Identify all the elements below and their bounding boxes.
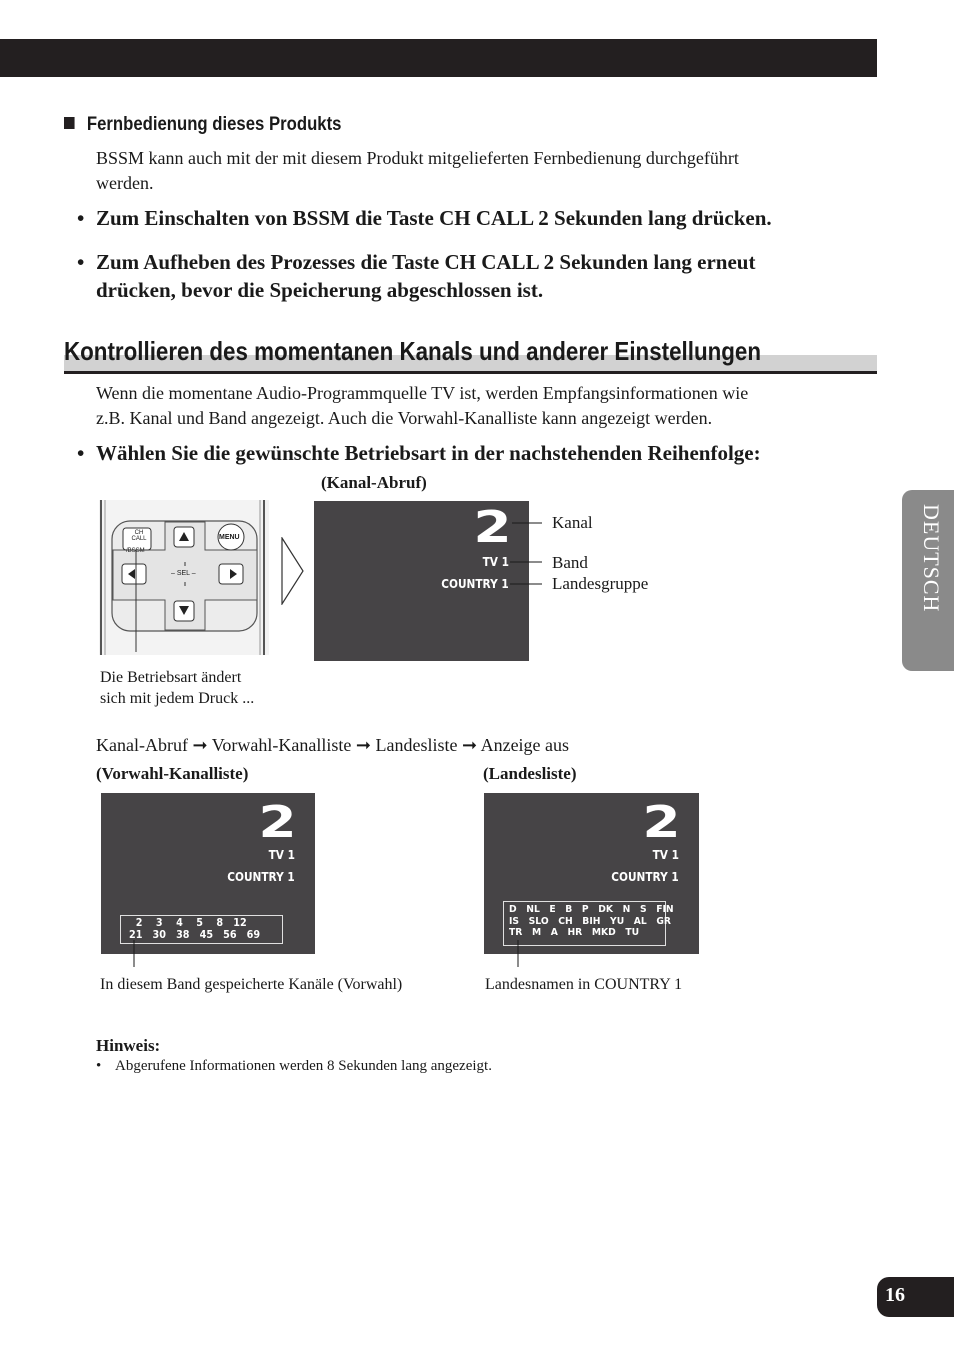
- sequence-step: Landesliste: [375, 735, 458, 755]
- country-row: TR M A HR MKD TU: [509, 927, 640, 938]
- display-screen-kanal-abruf: [314, 501, 529, 661]
- country-indicator: COUNTRY 1: [227, 870, 295, 884]
- callout-kanal: Kanal: [552, 513, 593, 532]
- figure-caption-landesliste: (Landesliste): [483, 764, 577, 783]
- channel-number: 2: [642, 797, 681, 848]
- remote-intro-line: BSSM kann auch mit der mit diesem Produkt mitgelieferten Fernbedienung durchgeführt: [96, 148, 739, 168]
- country-row: D NL E B P DK N S FIN: [509, 904, 674, 915]
- remote-note-line: sich mit jedem Druck ...: [100, 690, 255, 707]
- sequence-step: Vorwahl-Kanalliste: [211, 735, 352, 755]
- bullet-text: Wählen Sie die gewünschte Betriebsart in der nachstehenden Reihenfolge:: [96, 441, 761, 465]
- callout-landesgruppe: Landesgruppe: [552, 574, 649, 593]
- square-bullet-icon: [64, 117, 75, 129]
- band-indicator: TV 1: [652, 848, 679, 862]
- bullet-dot-icon: •: [77, 250, 85, 274]
- sel-label: – SEL –: [171, 570, 196, 577]
- arrow-right-icon: ➞: [461, 735, 478, 755]
- subsection-heading: [64, 114, 341, 136]
- figure-caption-kanal-abruf: (Kanal-Abruf): [321, 473, 427, 492]
- main-intro-line: z.B. Kanal und Band angezeigt. Auch die Vorwahl-Kanalliste kann angezeigt werden.: [96, 408, 713, 428]
- bullet-item: [77, 248, 756, 304]
- language-tab-label: DEUTSCH: [919, 504, 944, 613]
- arrow-chevron-icon: [281, 537, 305, 605]
- hint-title: Hinweis:: [96, 1036, 161, 1055]
- sequence-step: Anzeige aus: [480, 735, 570, 755]
- mode-sequence: [96, 733, 569, 758]
- bssm-label: /BSSM: [126, 548, 145, 554]
- bullet-text: Zum Aufheben des Prozesses die Taste CH CALL 2 Sekunden lang erneut: [96, 250, 756, 274]
- band-indicator: TV 1: [482, 555, 509, 569]
- bullet-text: drücken, bevor die Speicherung abgeschlossen ist.: [96, 278, 544, 302]
- figure-caption-vorwahl: (Vorwahl-Kanalliste): [96, 764, 249, 783]
- language-tab[interactable]: [902, 490, 954, 671]
- remote-control-icon: [99, 500, 269, 655]
- remote-note: [100, 667, 254, 709]
- preset-channel-list: [120, 915, 283, 944]
- arrow-right-icon: ➞: [192, 735, 208, 755]
- remote-intro-line: werden.: [96, 173, 154, 193]
- band-indicator: TV 1: [268, 848, 295, 862]
- channel-number: 2: [258, 797, 297, 848]
- ch-call-button[interactable]: [129, 530, 149, 542]
- hint-item: [96, 1058, 492, 1075]
- section-title: Kontrollieren des momentanen Kanals und anderer Einstellungen: [64, 336, 762, 366]
- page-number-badge: [877, 1277, 954, 1317]
- country-list-box: [503, 901, 674, 946]
- bullet-dot-icon: •: [96, 1058, 102, 1074]
- country-indicator: COUNTRY 1: [611, 870, 679, 884]
- display-screen-landesliste: [484, 793, 699, 954]
- arrow-right-icon: ➞: [355, 735, 371, 755]
- preset-row: 2 3 4 5 8 12: [129, 917, 247, 929]
- ch-call-label: CH: [134, 530, 144, 536]
- callout-line: [512, 940, 522, 968]
- country-row: IS SLO CH BIH YU AL GR: [509, 915, 672, 927]
- bullet-dot-icon: •: [77, 206, 85, 230]
- hint-text: Abgerufene Informationen werden 8 Sekunden lang angezeigt.: [115, 1058, 492, 1074]
- callout-lines: [510, 518, 544, 588]
- bullet-dot-icon: •: [77, 441, 85, 465]
- country-note: Landesnamen in COUNTRY 1: [485, 976, 683, 993]
- remote-illustration: [99, 500, 269, 655]
- header-bar: [0, 39, 877, 77]
- bullet-item: [77, 204, 772, 232]
- preset-row: 21 30 38 45 56 69: [129, 929, 261, 941]
- main-intro: [96, 381, 748, 431]
- main-intro-line: Wenn die momentane Audio-Programmquelle TV ist, werden Empfangsinformationen wie: [96, 383, 749, 403]
- ch-call-label: CALL: [131, 536, 147, 542]
- callout-band: Band: [552, 553, 588, 572]
- bullet-text: Zum Einschalten von BSSM die Taste CH CALL 2 Sekunden lang drücken.: [96, 206, 772, 230]
- subsection-title: Fernbedienung dieses Produkts: [86, 114, 342, 135]
- callout-line: [128, 940, 138, 968]
- channel-number: 2: [473, 502, 512, 553]
- sequence-step: Kanal-Abruf: [96, 735, 188, 755]
- menu-button[interactable]: MENU: [219, 534, 240, 541]
- remote-intro: [96, 146, 739, 196]
- display-screen-vorwahl: [101, 793, 315, 954]
- country-indicator: COUNTRY 1: [441, 577, 509, 591]
- page-number: 16: [885, 1284, 905, 1306]
- preset-note: In diesem Band gespeicherte Kanäle (Vorwahl): [100, 976, 403, 993]
- remote-note-line: Die Betriebsart ändert: [100, 669, 242, 686]
- bullet-item: [77, 439, 761, 467]
